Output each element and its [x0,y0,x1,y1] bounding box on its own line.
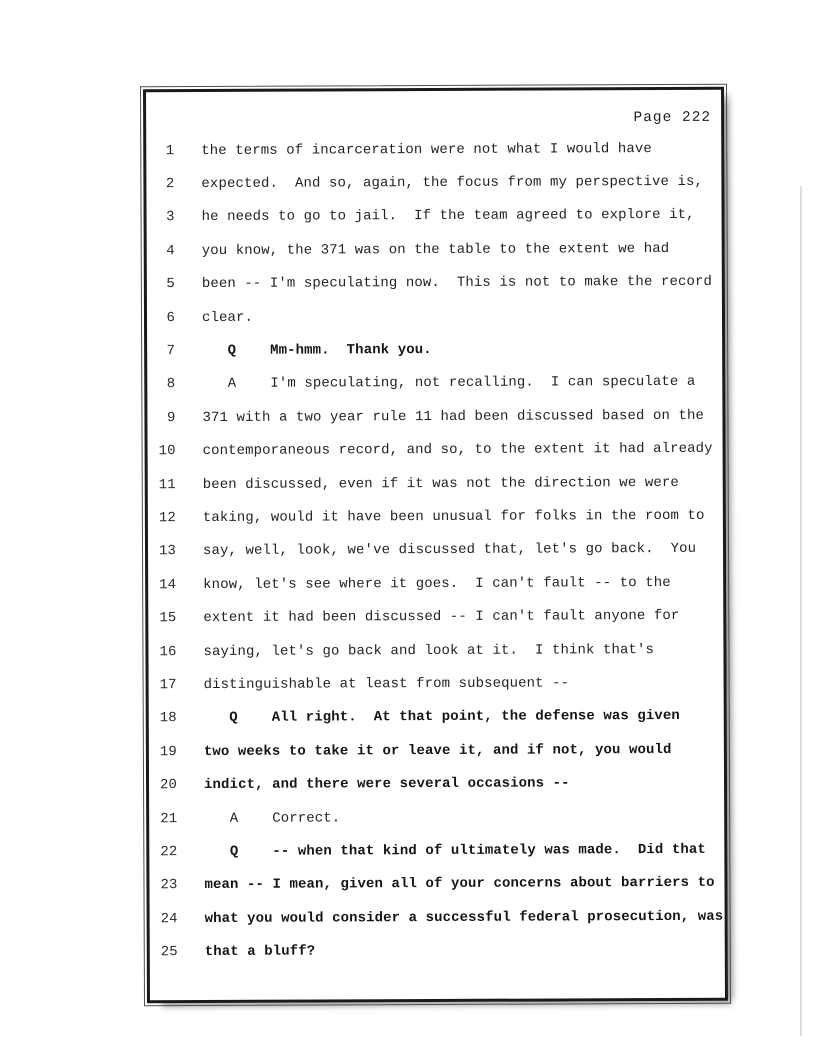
line-text: indict, and there were several occasions -- [204,775,570,794]
line-number: 13 [158,543,177,560]
transcript-body [148,132,724,969]
transcript-line [150,633,719,669]
line-text: distinguishable at least from subsequent -- [203,675,570,693]
line-text: that a bluff? [204,943,316,961]
line-number: 19 [159,743,177,760]
transcript-line [150,532,719,568]
line-number: 25 [160,944,178,961]
line-number: 3 [166,209,175,226]
line-number: 16 [159,643,177,660]
transcript-line [150,566,719,602]
line-number: 2 [165,176,175,193]
line-number: 11 [158,476,176,493]
transcript-line [151,666,720,702]
line-number: 20 [159,777,178,794]
line-text: extent it had been discussed -- I can't fault anyone for [203,608,680,627]
line-number: 22 [160,844,178,861]
line-text: taking, would it have been unusual for folks in the room to [202,507,705,526]
line-number: 18 [159,710,177,727]
page-number-label: Page 222 [633,109,712,127]
transcript-line [152,933,721,969]
line-number: 14 [159,576,177,593]
scan-artifact-line [800,186,802,1036]
line-text: mean -- I mean, given all of your concerns about barriers to [204,875,715,894]
transcript-line [150,499,719,535]
transcript-line [151,800,720,836]
transcript-line [149,365,718,401]
line-text: been discussed, even if it was not the direction we were [202,474,679,493]
line-text: Q Mm-hmm. Thank you. [202,342,432,360]
transcript-line [148,199,717,235]
line-number: 24 [160,910,178,927]
line-text: Q All right. At that point, the defense was given [203,708,680,727]
transcript-line [149,332,718,368]
line-text: expected. And so, again, the focus from my perspective is, [201,173,704,193]
line-number: 23 [160,877,178,894]
transcript-line [151,833,720,869]
transcript-line [151,733,720,769]
line-number: 15 [159,610,177,627]
line-text: 371 with a two year rule 11 had been discussed based on the [202,407,705,426]
line-number: 1 [165,142,175,159]
line-number: 7 [166,343,176,360]
transcript-line [150,466,719,502]
line-number: 12 [158,510,176,527]
line-text: A I'm speculating, not recalling. I can speculate a [202,374,696,393]
line-text: he needs to go to jail. If the team agreed to explore it, [201,207,695,226]
line-text: the terms of incarceration were not what I would have [201,140,652,159]
line-text: you know, the 371 was on the table to the extent we had [201,240,670,259]
transcript-line [149,265,718,301]
line-number: 6 [166,309,176,326]
line-text: say, well, look, we've discussed that, let's go back. You [202,541,697,560]
line-text: know, let's see where it goes. I can't fault -- to the [203,574,671,593]
transcript-line [149,399,718,435]
transcript-line [151,866,720,902]
transcript-line [151,699,720,735]
line-number: 9 [166,409,176,426]
transcript-page-frame [143,87,728,1004]
line-number: 8 [166,376,176,393]
transcript-line [149,299,718,335]
transcript-line [148,165,717,201]
transcript-line [151,766,720,802]
line-number: 5 [166,276,175,293]
line-text: Q -- when that kind of ultimately was made. Did that [204,841,706,860]
line-number: 4 [166,242,175,260]
transcript-line [152,900,724,936]
transcript-line [150,599,719,635]
line-text: A Correct. [204,809,341,827]
line-number: 21 [160,810,178,827]
transcript-line [149,232,718,268]
line-text: clear. [201,309,254,326]
line-text: contemporaneous record, and so, to the extent it had already [202,440,713,460]
line-text: been -- I'm speculating now. This is not to make the record [201,274,712,293]
line-number: 17 [159,677,177,694]
line-number: 10 [158,443,176,460]
transcript-line [150,432,719,468]
line-text: saying, let's go back and look at it. I think that's [203,641,655,660]
transcript-line [148,132,717,168]
line-text: two weeks to take it or leave it, and if not, you would [203,741,672,760]
line-text: what you would consider a successful federal prosecution, was [204,908,724,927]
